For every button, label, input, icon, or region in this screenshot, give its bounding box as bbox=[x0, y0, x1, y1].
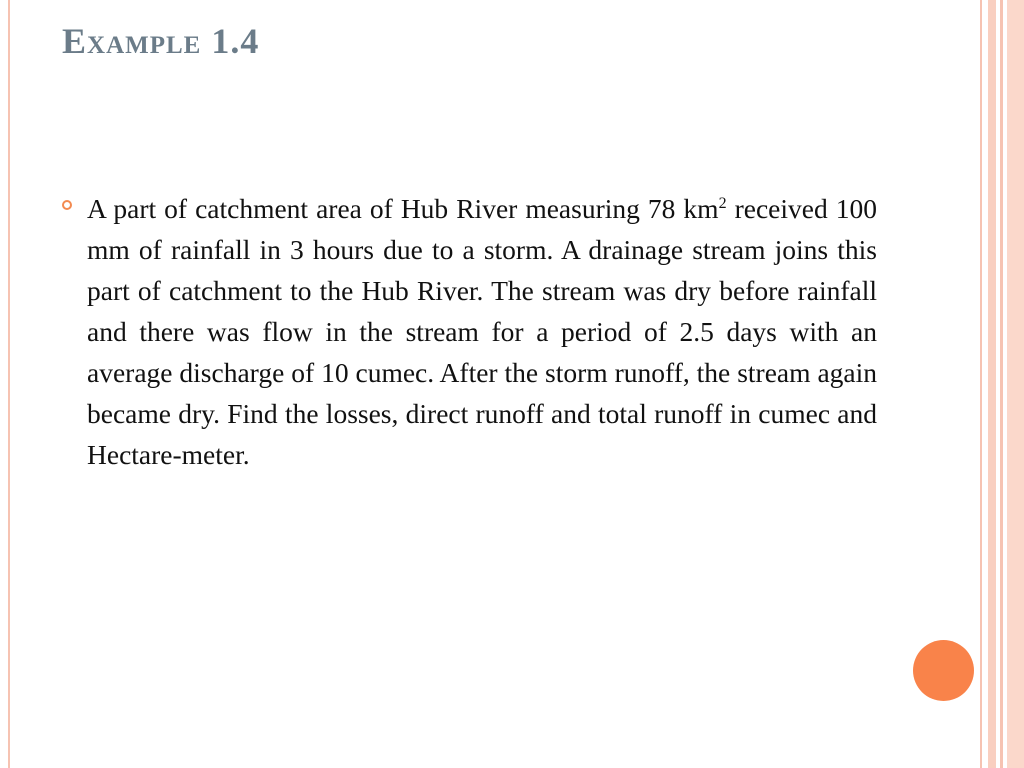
bullet-item bbox=[62, 188, 877, 475]
problem-statement bbox=[87, 188, 877, 475]
problem-text-part-2: received 100 mm of rainfall in 3 hours due to a storm. A drainage stream joins this part of catchment to the Hub River. The stream was dry before rainfall and there was flow in the stream for a period of 2.5 days with an average discharge of 10 cumec. After the storm runoff, the stream again became dry. Find the losses, direct runoff and total runoff in cumec and Hectare-meter. bbox=[87, 193, 877, 470]
right-decorative-stripes bbox=[980, 0, 1024, 768]
slide-title: Example 1.4 bbox=[62, 21, 260, 61]
left-border-line bbox=[8, 0, 10, 768]
slide-content bbox=[62, 188, 877, 475]
bullet-ring-icon bbox=[62, 200, 72, 210]
stripe-2 bbox=[988, 0, 996, 768]
orange-circle-decoration bbox=[913, 640, 974, 701]
stripe-3 bbox=[1000, 0, 1003, 768]
problem-text-part-1: A part of catchment area of Hub River measuring 78 km bbox=[87, 193, 719, 224]
stripe-4 bbox=[1007, 0, 1024, 768]
stripe-1 bbox=[980, 0, 982, 768]
superscript-2: 2 bbox=[718, 195, 727, 212]
